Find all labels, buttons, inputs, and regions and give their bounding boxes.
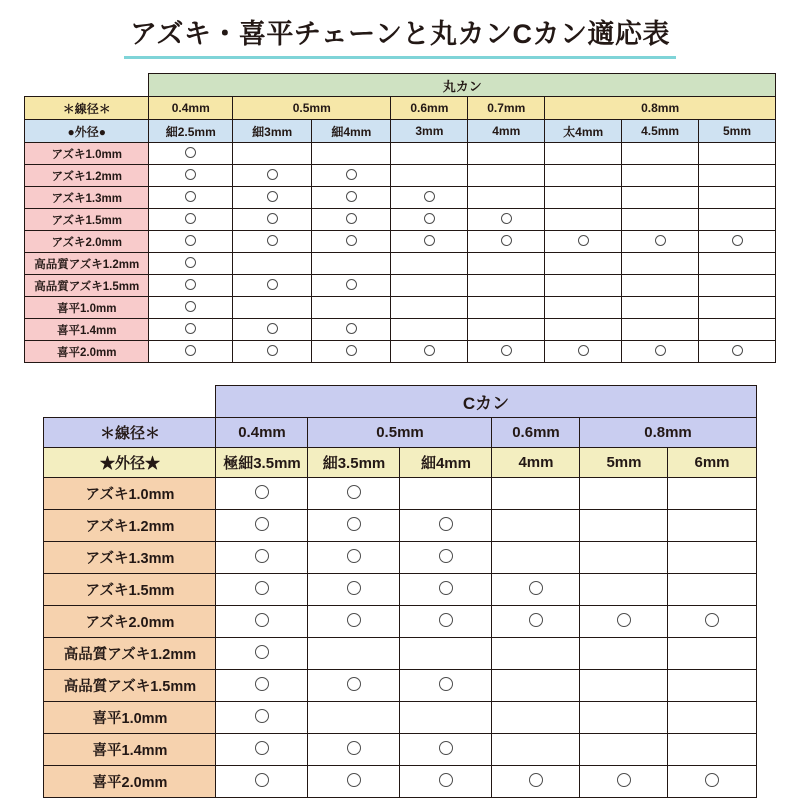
circle-mark-icon bbox=[346, 213, 357, 224]
compat-cell-marked bbox=[312, 341, 391, 363]
compat-cell-marked bbox=[216, 733, 308, 765]
row-label: 喜平1.4mm bbox=[44, 733, 216, 765]
compat-cell-empty bbox=[468, 319, 545, 341]
compat-cell-marked bbox=[308, 541, 400, 573]
compat-cell-marked bbox=[400, 509, 492, 541]
ckan-outer-col-5: 6mm bbox=[668, 447, 756, 477]
compat-cell-empty bbox=[699, 165, 776, 187]
circle-mark-icon bbox=[185, 169, 196, 180]
marukan-outer-col-2: 細4mm bbox=[312, 120, 391, 143]
compat-cell-marked bbox=[233, 319, 312, 341]
circle-mark-icon bbox=[347, 773, 361, 787]
marukan-outer-label: ●外径● bbox=[25, 120, 149, 143]
circle-mark-icon bbox=[267, 213, 278, 224]
compat-cell-marked bbox=[149, 275, 233, 297]
ckan-table bbox=[43, 385, 756, 798]
circle-mark-icon bbox=[185, 323, 196, 334]
compat-cell-empty bbox=[391, 319, 468, 341]
row-label: 喜平1.0mm bbox=[25, 297, 149, 319]
compat-cell-empty bbox=[492, 669, 580, 701]
page-title: アズキ・喜平チェーンと丸カンCカン適応表 bbox=[124, 18, 676, 59]
compat-cell-marked bbox=[149, 143, 233, 165]
compat-cell-marked bbox=[233, 341, 312, 363]
compat-cell-marked bbox=[149, 253, 233, 275]
table-row bbox=[44, 637, 756, 669]
marukan-outer-col-4: 4mm bbox=[468, 120, 545, 143]
ckan-outer-col-2: 細4mm bbox=[400, 447, 492, 477]
compat-cell-marked bbox=[216, 509, 308, 541]
circle-mark-icon bbox=[439, 677, 453, 691]
compat-cell-marked bbox=[216, 701, 308, 733]
ckan-wire-group-3: 0.8mm bbox=[580, 417, 756, 447]
ckan-wire-label: ＊線径＊ bbox=[44, 417, 216, 447]
row-label: アズキ1.5mm bbox=[44, 573, 216, 605]
table-row bbox=[25, 165, 776, 187]
circle-mark-icon bbox=[185, 345, 196, 356]
compat-cell-empty bbox=[545, 253, 622, 275]
table-row bbox=[25, 209, 776, 231]
circle-mark-icon bbox=[255, 549, 269, 563]
circle-mark-icon bbox=[346, 279, 357, 290]
compat-cell-marked bbox=[545, 231, 622, 253]
compat-cell-empty bbox=[492, 541, 580, 573]
compat-cell-marked bbox=[216, 605, 308, 637]
table-row bbox=[44, 541, 756, 573]
circle-mark-icon bbox=[346, 235, 357, 246]
compat-cell-empty bbox=[492, 477, 580, 509]
compat-cell-empty bbox=[233, 297, 312, 319]
compat-cell-empty bbox=[391, 297, 468, 319]
circle-mark-icon bbox=[267, 191, 278, 202]
compat-cell-empty bbox=[308, 637, 400, 669]
circle-mark-icon bbox=[424, 235, 435, 246]
marukan-wire-group-2: 0.6mm bbox=[391, 97, 468, 120]
compat-cell-marked bbox=[391, 341, 468, 363]
compat-cell-marked bbox=[400, 765, 492, 797]
circle-mark-icon bbox=[346, 345, 357, 356]
compat-cell-empty bbox=[622, 319, 699, 341]
circle-mark-icon bbox=[255, 773, 269, 787]
compat-cell-marked bbox=[545, 341, 622, 363]
circle-mark-icon bbox=[617, 613, 631, 627]
marukan-outer-col-0: 細2.5mm bbox=[149, 120, 233, 143]
compat-cell-marked bbox=[699, 231, 776, 253]
circle-mark-icon bbox=[185, 191, 196, 202]
circle-mark-icon bbox=[529, 581, 543, 595]
compat-cell-marked bbox=[400, 669, 492, 701]
circle-mark-icon bbox=[346, 169, 357, 180]
table-row bbox=[44, 605, 756, 637]
compat-cell-empty bbox=[668, 509, 756, 541]
circle-mark-icon bbox=[346, 323, 357, 334]
ckan-outer-col-0: 極細3.5mm bbox=[216, 447, 308, 477]
compat-cell-empty bbox=[400, 637, 492, 669]
compat-cell-marked bbox=[312, 165, 391, 187]
ckan-outer-col-1: 細3.5mm bbox=[308, 447, 400, 477]
compat-cell-empty bbox=[468, 165, 545, 187]
compat-cell-marked bbox=[308, 605, 400, 637]
circle-mark-icon bbox=[501, 213, 512, 224]
compat-cell-marked bbox=[308, 669, 400, 701]
page-title-wrap bbox=[0, 0, 800, 59]
circle-mark-icon bbox=[705, 613, 719, 627]
circle-mark-icon bbox=[255, 485, 269, 499]
compat-cell-empty bbox=[545, 319, 622, 341]
circle-mark-icon bbox=[424, 213, 435, 224]
circle-mark-icon bbox=[424, 345, 435, 356]
table-row bbox=[25, 253, 776, 275]
compat-cell-empty bbox=[468, 187, 545, 209]
compat-cell-empty bbox=[580, 509, 668, 541]
marukan-wire-group-0: 0.4mm bbox=[149, 97, 233, 120]
compat-cell-empty bbox=[699, 275, 776, 297]
compat-cell-marked bbox=[391, 187, 468, 209]
ckan-wire-group-2: 0.6mm bbox=[492, 417, 580, 447]
row-label: アズキ1.3mm bbox=[44, 541, 216, 573]
compat-cell-marked bbox=[468, 341, 545, 363]
compat-cell-empty bbox=[699, 319, 776, 341]
compat-cell-marked bbox=[400, 541, 492, 573]
compat-cell-marked bbox=[216, 541, 308, 573]
compat-cell-marked bbox=[308, 733, 400, 765]
compat-cell-marked bbox=[312, 231, 391, 253]
marukan-wire-group-3: 0.7mm bbox=[468, 97, 545, 120]
compat-cell-marked bbox=[216, 477, 308, 509]
table-row bbox=[25, 319, 776, 341]
compat-cell-empty bbox=[400, 701, 492, 733]
compat-cell-marked bbox=[308, 765, 400, 797]
circle-mark-icon bbox=[255, 709, 269, 723]
marukan-title-row bbox=[25, 74, 776, 97]
circle-mark-icon bbox=[255, 581, 269, 595]
marukan-outer-col-7: 5mm bbox=[699, 120, 776, 143]
marukan-outer-col-3: 3mm bbox=[391, 120, 468, 143]
table-row bbox=[25, 275, 776, 297]
table-row bbox=[44, 765, 756, 797]
circle-mark-icon bbox=[347, 549, 361, 563]
compat-cell-marked bbox=[492, 573, 580, 605]
row-label: 高品質アズキ1.2mm bbox=[44, 637, 216, 669]
ckan-outer-col-4: 5mm bbox=[580, 447, 668, 477]
circle-mark-icon bbox=[347, 581, 361, 595]
compat-cell-marked bbox=[233, 231, 312, 253]
marukan-outer-col-1: 細3mm bbox=[233, 120, 312, 143]
marukan-outer-col-6: 4.5mm bbox=[622, 120, 699, 143]
circle-mark-icon bbox=[529, 773, 543, 787]
compat-cell-marked bbox=[233, 165, 312, 187]
compat-cell-empty bbox=[233, 143, 312, 165]
circle-mark-icon bbox=[439, 549, 453, 563]
compat-cell-empty bbox=[622, 275, 699, 297]
marukan-wire-label: ＊線径＊ bbox=[25, 97, 149, 120]
compat-cell-empty bbox=[622, 253, 699, 275]
compat-cell-empty bbox=[492, 637, 580, 669]
compat-cell-empty bbox=[668, 541, 756, 573]
compat-cell-empty bbox=[580, 669, 668, 701]
circle-mark-icon bbox=[705, 773, 719, 787]
row-label: 喜平1.4mm bbox=[25, 319, 149, 341]
row-label: アズキ1.0mm bbox=[44, 477, 216, 509]
compat-cell-empty bbox=[391, 143, 468, 165]
circle-mark-icon bbox=[424, 191, 435, 202]
circle-mark-icon bbox=[578, 235, 589, 246]
circle-mark-icon bbox=[267, 279, 278, 290]
marukan-outer-col-5: 太4mm bbox=[545, 120, 622, 143]
circle-mark-icon bbox=[347, 613, 361, 627]
compat-cell-marked bbox=[668, 765, 756, 797]
compat-cell-marked bbox=[391, 209, 468, 231]
ckan-outer-label: ★外径★ bbox=[44, 447, 216, 477]
compat-cell-marked bbox=[580, 605, 668, 637]
compat-cell-empty bbox=[545, 297, 622, 319]
compat-cell-empty bbox=[699, 209, 776, 231]
compat-cell-empty bbox=[699, 143, 776, 165]
compat-cell-marked bbox=[149, 319, 233, 341]
circle-mark-icon bbox=[347, 517, 361, 531]
compat-cell-marked bbox=[580, 765, 668, 797]
compat-cell-empty bbox=[668, 733, 756, 765]
compat-cell-empty bbox=[668, 669, 756, 701]
compat-cell-empty bbox=[668, 637, 756, 669]
compat-cell-empty bbox=[580, 477, 668, 509]
compat-cell-empty bbox=[699, 253, 776, 275]
compat-cell-marked bbox=[216, 573, 308, 605]
table-row bbox=[25, 341, 776, 363]
circle-mark-icon bbox=[655, 345, 666, 356]
compat-cell-empty bbox=[312, 253, 391, 275]
compat-cell-empty bbox=[622, 187, 699, 209]
compat-cell-marked bbox=[149, 165, 233, 187]
row-label: アズキ1.0mm bbox=[25, 143, 149, 165]
row-label: 喜平1.0mm bbox=[44, 701, 216, 733]
table-row bbox=[44, 477, 756, 509]
compat-cell-empty bbox=[699, 297, 776, 319]
compat-cell-empty bbox=[468, 143, 545, 165]
ckan-table-body bbox=[44, 386, 756, 798]
circle-mark-icon bbox=[255, 517, 269, 531]
row-label: アズキ2.0mm bbox=[44, 605, 216, 637]
compat-cell-marked bbox=[233, 187, 312, 209]
compat-cell-empty bbox=[400, 477, 492, 509]
marukan-wire-row bbox=[25, 97, 776, 120]
compat-cell-marked bbox=[492, 605, 580, 637]
compat-cell-marked bbox=[312, 319, 391, 341]
compat-cell-empty bbox=[699, 187, 776, 209]
table-row bbox=[44, 669, 756, 701]
compat-cell-empty bbox=[580, 573, 668, 605]
compat-cell-marked bbox=[622, 341, 699, 363]
circle-mark-icon bbox=[185, 257, 196, 268]
ckan-wire-row bbox=[44, 417, 756, 447]
circle-mark-icon bbox=[185, 279, 196, 290]
circle-mark-icon bbox=[439, 581, 453, 595]
compat-cell-empty bbox=[580, 541, 668, 573]
ckan-wire-group-1: 0.5mm bbox=[308, 417, 492, 447]
row-label: 高品質アズキ1.5mm bbox=[44, 669, 216, 701]
compat-cell-marked bbox=[149, 341, 233, 363]
compat-cell-marked bbox=[668, 605, 756, 637]
circle-mark-icon bbox=[347, 485, 361, 499]
compat-cell-empty bbox=[391, 165, 468, 187]
row-label: アズキ2.0mm bbox=[25, 231, 149, 253]
compat-cell-empty bbox=[468, 297, 545, 319]
row-label: 高品質アズキ1.2mm bbox=[25, 253, 149, 275]
circle-mark-icon bbox=[267, 323, 278, 334]
circle-mark-icon bbox=[185, 235, 196, 246]
compat-cell-empty bbox=[580, 637, 668, 669]
compat-cell-marked bbox=[308, 509, 400, 541]
circle-mark-icon bbox=[732, 345, 743, 356]
compat-cell-marked bbox=[233, 209, 312, 231]
compat-cell-empty bbox=[622, 297, 699, 319]
marukan-outer-row bbox=[25, 120, 776, 143]
compat-cell-empty bbox=[622, 209, 699, 231]
circle-mark-icon bbox=[267, 345, 278, 356]
compat-cell-empty bbox=[580, 701, 668, 733]
compat-cell-marked bbox=[149, 231, 233, 253]
row-label: アズキ1.3mm bbox=[25, 187, 149, 209]
row-label: アズキ1.2mm bbox=[44, 509, 216, 541]
compat-cell-empty bbox=[492, 733, 580, 765]
circle-mark-icon bbox=[578, 345, 589, 356]
compat-cell-empty bbox=[391, 253, 468, 275]
circle-mark-icon bbox=[255, 645, 269, 659]
compat-cell-marked bbox=[149, 187, 233, 209]
circle-mark-icon bbox=[255, 741, 269, 755]
compat-cell-empty bbox=[391, 275, 468, 297]
compat-cell-marked bbox=[492, 765, 580, 797]
compat-cell-marked bbox=[308, 477, 400, 509]
compat-cell-empty bbox=[492, 509, 580, 541]
circle-mark-icon bbox=[617, 773, 631, 787]
circle-mark-icon bbox=[267, 235, 278, 246]
circle-mark-icon bbox=[185, 213, 196, 224]
compat-cell-empty bbox=[312, 143, 391, 165]
compat-cell-marked bbox=[468, 231, 545, 253]
compat-cell-empty bbox=[492, 701, 580, 733]
compat-cell-marked bbox=[149, 209, 233, 231]
table-row bbox=[25, 187, 776, 209]
circle-mark-icon bbox=[255, 613, 269, 627]
compat-cell-marked bbox=[233, 275, 312, 297]
compat-cell-marked bbox=[216, 765, 308, 797]
compat-cell-empty bbox=[545, 165, 622, 187]
row-label: 高品質アズキ1.5mm bbox=[25, 275, 149, 297]
ckan-wire-group-0: 0.4mm bbox=[216, 417, 308, 447]
compat-cell-marked bbox=[216, 669, 308, 701]
circle-mark-icon bbox=[255, 677, 269, 691]
circle-mark-icon bbox=[346, 191, 357, 202]
compat-cell-empty bbox=[545, 187, 622, 209]
marukan-table bbox=[24, 73, 776, 363]
ckan-corner-blank bbox=[44, 386, 216, 418]
compat-cell-marked bbox=[400, 733, 492, 765]
table-row bbox=[44, 701, 756, 733]
compat-cell-empty bbox=[622, 165, 699, 187]
marukan-wire-group-1: 0.5mm bbox=[233, 97, 391, 120]
compat-cell-empty bbox=[580, 733, 668, 765]
circle-mark-icon bbox=[267, 169, 278, 180]
ckan-outer-col-3: 4mm bbox=[492, 447, 580, 477]
circle-mark-icon bbox=[501, 345, 512, 356]
table-row bbox=[44, 573, 756, 605]
compat-cell-empty bbox=[668, 477, 756, 509]
compat-cell-empty bbox=[622, 143, 699, 165]
row-label: 喜平2.0mm bbox=[25, 341, 149, 363]
ckan-outer-row bbox=[44, 447, 756, 477]
marukan-title-cell: 丸カン bbox=[149, 74, 776, 97]
marukan-wire-group-4: 0.8mm bbox=[545, 97, 776, 120]
compat-cell-empty bbox=[312, 297, 391, 319]
circle-mark-icon bbox=[655, 235, 666, 246]
circle-mark-icon bbox=[732, 235, 743, 246]
circle-mark-icon bbox=[185, 147, 196, 158]
circle-mark-icon bbox=[439, 613, 453, 627]
compat-cell-marked bbox=[400, 573, 492, 605]
circle-mark-icon bbox=[439, 741, 453, 755]
compat-cell-empty bbox=[668, 573, 756, 605]
compat-cell-marked bbox=[312, 187, 391, 209]
compat-cell-marked bbox=[308, 573, 400, 605]
compat-cell-empty bbox=[468, 275, 545, 297]
compat-cell-empty bbox=[308, 701, 400, 733]
circle-mark-icon bbox=[347, 741, 361, 755]
ckan-title-cell: Cカン bbox=[216, 386, 756, 418]
circle-mark-icon bbox=[439, 517, 453, 531]
compat-cell-marked bbox=[699, 341, 776, 363]
circle-mark-icon bbox=[185, 301, 196, 312]
compat-cell-marked bbox=[391, 231, 468, 253]
compat-cell-empty bbox=[545, 275, 622, 297]
compat-cell-marked bbox=[312, 209, 391, 231]
compat-cell-marked bbox=[216, 637, 308, 669]
table-row bbox=[25, 297, 776, 319]
compat-cell-marked bbox=[622, 231, 699, 253]
table-row bbox=[25, 231, 776, 253]
table-row bbox=[25, 143, 776, 165]
row-label: アズキ1.2mm bbox=[25, 165, 149, 187]
compat-cell-empty bbox=[468, 253, 545, 275]
compat-cell-marked bbox=[468, 209, 545, 231]
circle-mark-icon bbox=[439, 773, 453, 787]
compat-cell-marked bbox=[149, 297, 233, 319]
ckan-title-row bbox=[44, 386, 756, 418]
row-label: 喜平2.0mm bbox=[44, 765, 216, 797]
compat-cell-marked bbox=[312, 275, 391, 297]
compat-cell-empty bbox=[668, 701, 756, 733]
compat-cell-marked bbox=[400, 605, 492, 637]
table-row bbox=[44, 509, 756, 541]
circle-mark-icon bbox=[529, 613, 543, 627]
circle-mark-icon bbox=[347, 677, 361, 691]
compat-cell-empty bbox=[233, 253, 312, 275]
compat-cell-empty bbox=[545, 143, 622, 165]
row-label: アズキ1.5mm bbox=[25, 209, 149, 231]
marukan-table-body bbox=[25, 74, 776, 363]
marukan-corner-blank bbox=[25, 74, 149, 97]
table-row bbox=[44, 733, 756, 765]
circle-mark-icon bbox=[501, 235, 512, 246]
compat-cell-empty bbox=[545, 209, 622, 231]
